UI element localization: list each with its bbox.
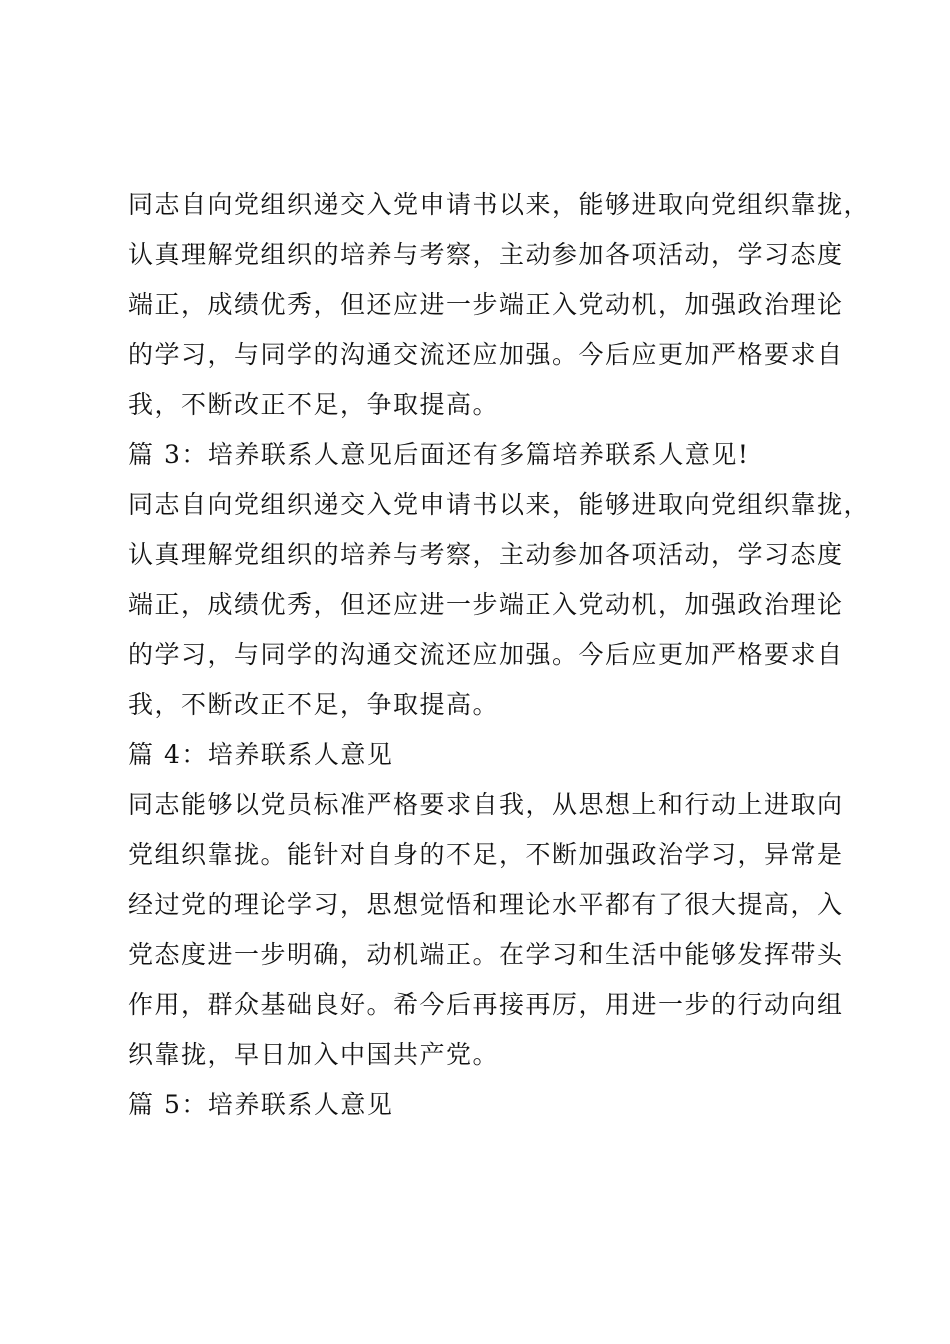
- paragraph-line: 作用，群众基础良好。希今后再接再厉，用进一步的行动向组: [128, 990, 844, 1019]
- paragraph-line: 我，不断改正不足，争取提高。: [128, 390, 500, 419]
- paragraph-line: 端正，成绩优秀，但还应进一步端正入党动机，加强政治理论: [128, 590, 844, 619]
- paragraph-line: 的学习，与同学的沟通交流还应加强。今后应更加严格要求自: [128, 340, 844, 369]
- paragraph-line: 同志能够以党员标准严格要求自我，从思想上和行动上进取向: [128, 790, 844, 819]
- document-body: [128, 180, 871, 1130]
- section-heading: 篇 5：培养联系人意见: [128, 1090, 394, 1119]
- paragraph-line: 同志自向党组织递交入党申请书以来，能够进取向党组织靠拢，: [128, 490, 871, 519]
- section-heading: 篇 4：培养联系人意见: [128, 740, 394, 769]
- paragraph-line: 党态度进一步明确，动机端正。在学习和生活中能够发挥带头: [128, 940, 844, 969]
- paragraph-line: 党组织靠拢。能针对自身的不足，不断加强政治学习，异常是: [128, 840, 844, 869]
- paragraph-line: 同志自向党组织递交入党申请书以来，能够进取向党组织靠拢，: [128, 190, 871, 219]
- paragraph-line: 的学习，与同学的沟通交流还应加强。今后应更加严格要求自: [128, 640, 844, 669]
- section-heading: 篇 3：培养联系人意见后面还有多篇培养联系人意见!: [128, 440, 750, 469]
- paragraph-line: 端正，成绩优秀，但还应进一步端正入党动机，加强政治理论: [128, 290, 844, 319]
- paragraph-line: 我，不断改正不足，争取提高。: [128, 690, 500, 719]
- paragraph-line: 经过党的理论学习，思想觉悟和理论水平都有了很大提高，入: [128, 890, 844, 919]
- paragraph-line: 织靠拢，早日加入中国共产党。: [128, 1040, 500, 1069]
- paragraph-line: 认真理解党组织的培养与考察，主动参加各项活动，学习态度: [128, 240, 844, 269]
- paragraph-line: 认真理解党组织的培养与考察，主动参加各项活动，学习态度: [128, 540, 844, 569]
